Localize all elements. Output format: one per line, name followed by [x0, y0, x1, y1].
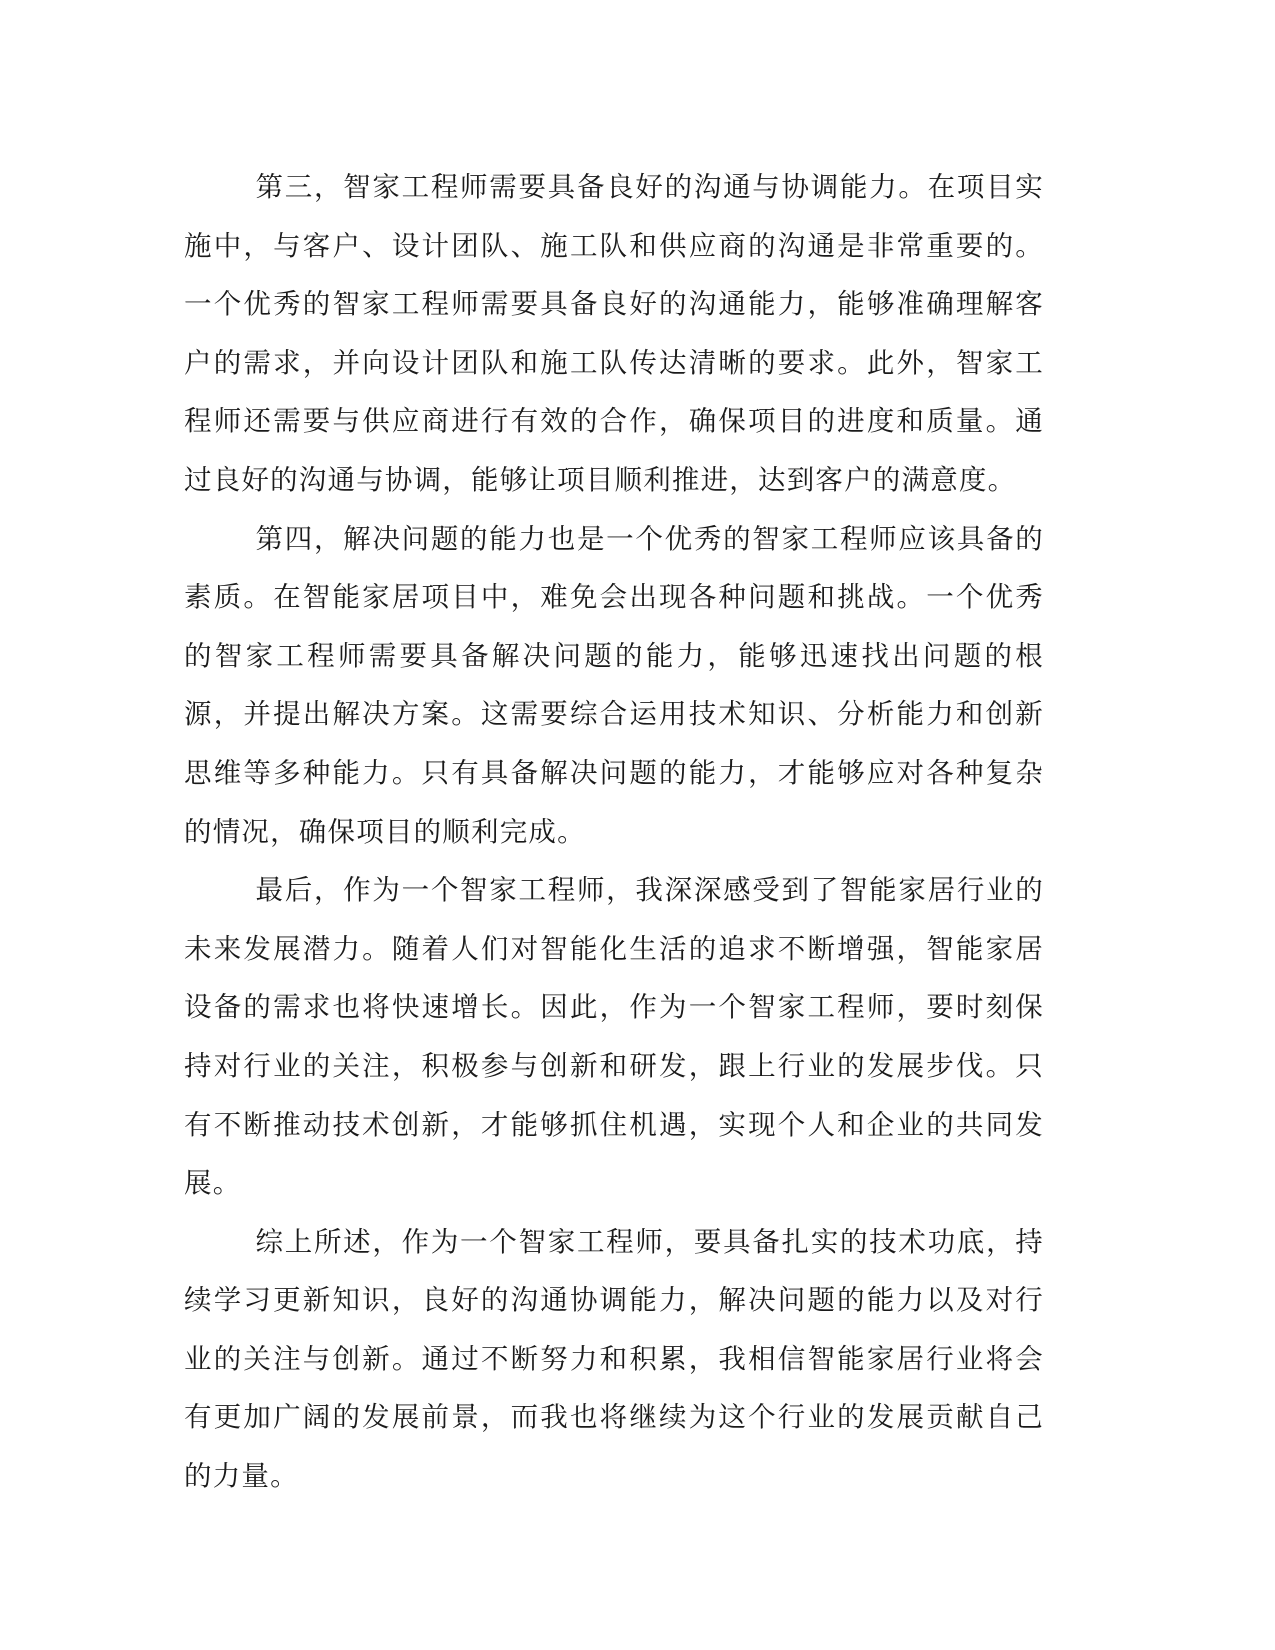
document-body: [184, 158, 1044, 1506]
paragraph-industry-outlook: 最后，作为一个智家工程师，我深深感受到了智能家居行业的未来发展潜力。随着人们对智能化生活的追求不断增强，智能家居设备的需求也将快速增长。因此，作为一个智家工程师，要时刻保持对行业的关注，积极参与创新和研发，跟上行业的发展步伐。只有不断推动技术创新，才能够抓住机遇，实现个人和企业的共同发展。: [184, 874, 1044, 1200]
paragraph-problem-solving: 第四，解决问题的能力也是一个优秀的智家工程师应该具备的素质。在智能家居项目中，难免会出现各种问题和挑战。一个优秀的智家工程师需要具备解决问题的能力，能够迅速找出问题的根源，并提出解决方案。这需要综合运用技术知识、分析能力和创新思维等多种能力。只有具备解决问题的能力，才能够应对各种复杂的情况，确保项目的顺利完成。: [184, 522, 1044, 848]
paragraph-communication: 第三，智家工程师需要具备良好的沟通与协调能力。在项目实施中，与客户、设计团队、施工队和供应商的沟通是非常重要的。一个优秀的智家工程师需要具备良好的沟通能力，能够准确理解客户的需求，并向设计团队和施工队传达清晰的要求。此外，智家工程师还需要与供应商进行有效的合作，确保项目的进度和质量。通过良好的沟通与协调，能够让项目顺利推进，达到客户的满意度。: [184, 171, 1044, 496]
paragraph-summary: 综上所述，作为一个智家工程师，要具备扎实的技术功底，持续学习更新知识，良好的沟通协调能力，解决问题的能力以及对行业的关注与创新。通过不断努力和积累，我相信智能家居行业将会有更加广阔的发展前景，而我也将继续为这个行业的发展贡献自己的力量。: [184, 1225, 1044, 1493]
